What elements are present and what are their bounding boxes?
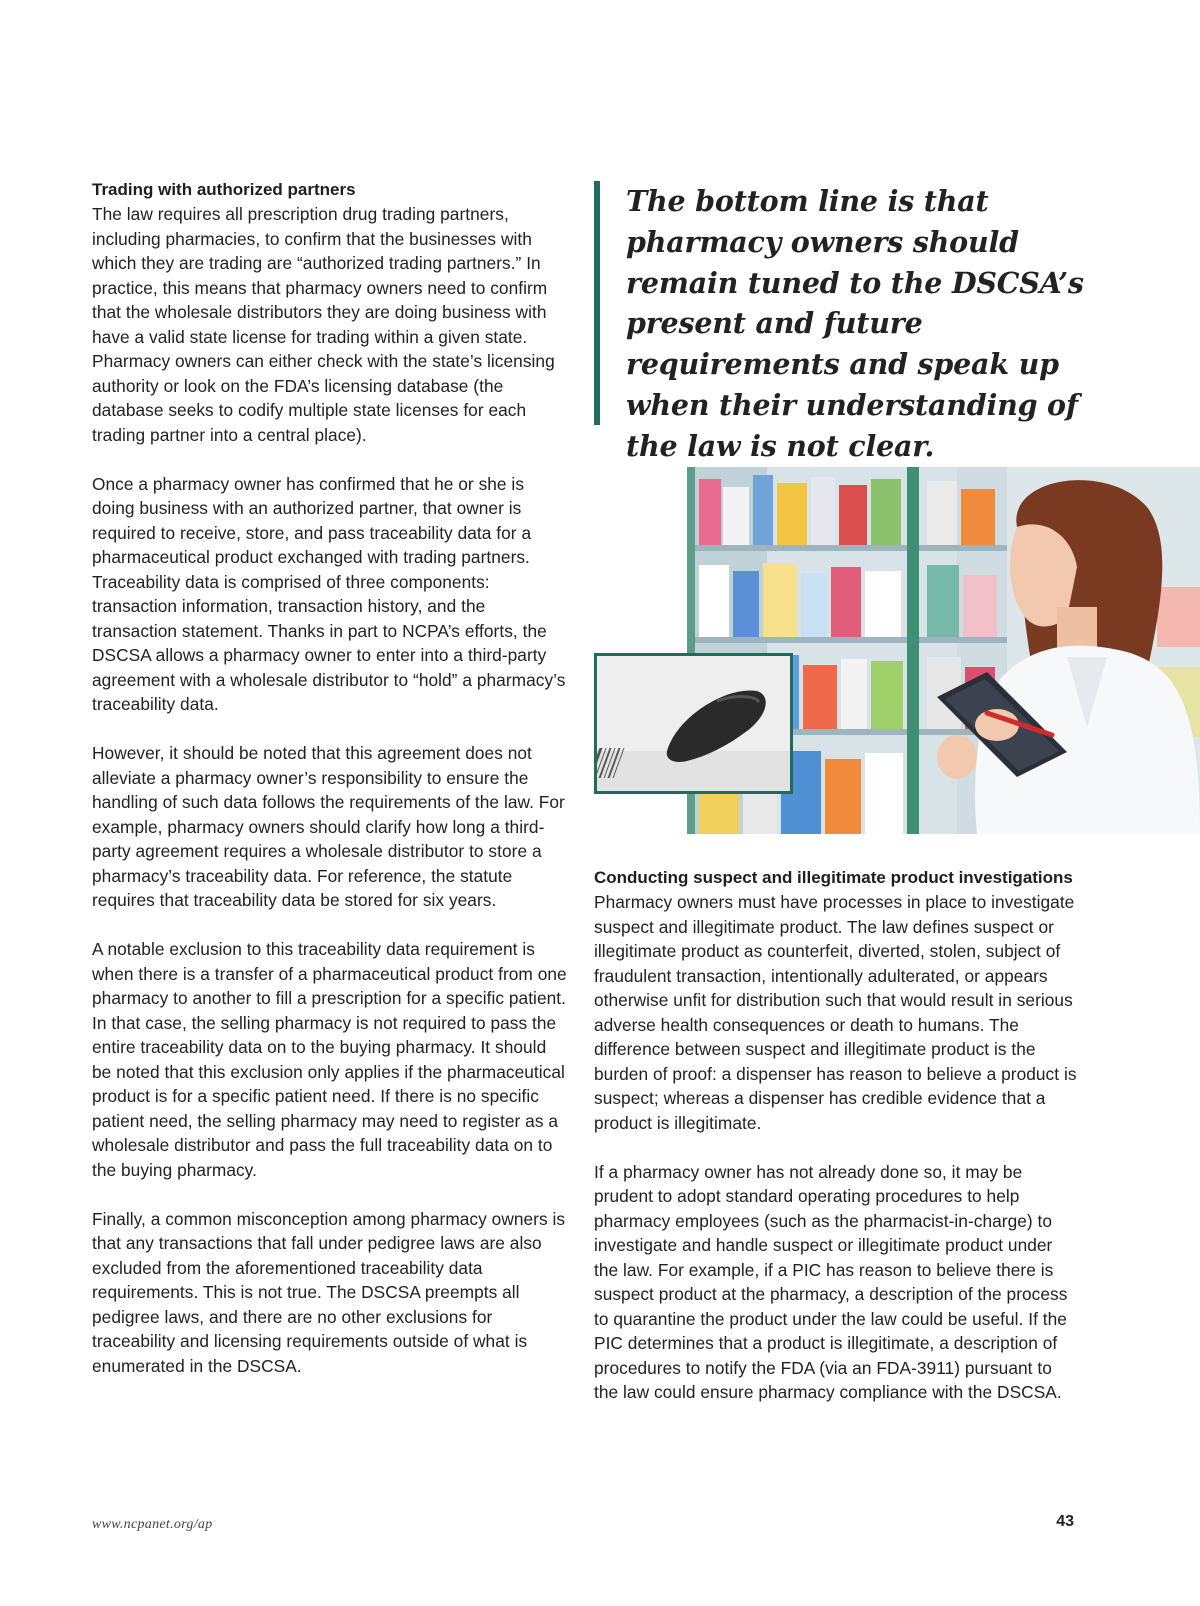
page-number: 43 [1056, 1513, 1074, 1530]
pull-quote [594, 181, 1084, 463]
paragraph: However, it should be noted that this agreement does not alleviate a pharmacy owner’s responsibility to ensure the handling of such data follows the requirements of the law. For example, pharmacy owners should clarify how long a third-party agreement requires a wholesale distributor to store a pharmacy’s traceability data. For reference, the statute requires that traceability data be stored for six years. [92, 743, 565, 910]
right-column [594, 866, 1078, 1405]
paragraph: Once a pharmacy owner has confirmed that he or she is doing business with an authorized partner, that owner is required to receive, store, and pass traceability data for a pharmaceutical product exchanged with trading partners. Traceability data is comprised of three components: transaction information, transaction history, and the transaction statement. Thanks in part to NCPA’s efforts, the DSCSA allows a pharmacy owner to enter into a third-party agreement with a wholesale distributor to “hold” a pharmacy’s traceability data. [92, 473, 566, 714]
paragraph: A notable exclusion to this traceability data requirement is when there is a transfer of a pharmaceutical product from one pharmacy to another to fill a prescription for a specific patient. In that case, the selling pharmacy is not required to pass the entire traceability data on to the buying pharmacy. It should be noted that this exclusion only applies if the pharmaceutical product is for a specific patient need. If there is no specific patient need, the selling pharmacy may need to register as a wholesale distributor and pass the full traceability data on to the buying pharmacy. [92, 939, 567, 1180]
section-heading-trading: Trading with authorized partners [92, 180, 356, 199]
left-column [92, 178, 570, 1378]
paragraph: Finally, a common misconception among pharmacy owners is that any transactions that fall under pedigree laws are also excluded from the aforementioned traceability data requirements. This is not true. The DSCSA preempts all pedigree laws, and there are no other exclusions for traceability and licensing requirements outside of what is enumerated in the DSCSA. [92, 1208, 566, 1376]
barcode-scanner-icon [597, 656, 790, 791]
section-heading-investigations: Conducting suspect and illegitimate product investigations [594, 868, 1073, 887]
footer-url: www.ncpanet.org/ap [92, 1517, 213, 1532]
pull-quote-text: The bottom line is that pharmacy owners should remain tuned to the DSCSA’s present and future requirements and speak up when their understanding of the law is not clear. [626, 184, 1084, 463]
paragraph: If a pharmacy owner has not already done so, it may be prudent to adopt standard operating procedures to help pharmacy employees (such as the pharmacist-in-charge) to investigate and handle suspect or illegitimate product under the law. For example, if a PIC has reason to believe there is suspect product at the pharmacy, a description of the process to quarantine the product under the law could be useful. If the PIC determines that a product is illegitimate, a description of procedures to notify the FDA (via an FDA-3911) pursuant to the law could ensure pharmacy compliance with the DSCSA. [594, 1161, 1068, 1402]
paragraph: The law requires all prescription drug trading partners, including pharmacies, to confirm that the businesses with which they are trading are “authorized trading partners.” In practice, this means that pharmacy owners need to confirm that the wholesale distributors they are doing business with have a valid state license for trading within a given state. Pharmacy owners can either check with the state’s licensing authority or look on the FDA’s licensing database (the database seeks to codify multiple state licenses for each trading partner into a central place). [92, 204, 555, 445]
barcode-scanner-photo [594, 653, 793, 794]
paragraph: Pharmacy owners must have processes in place to investigate suspect and illegitimate product. The law defines suspect or illegitimate product as counterfeit, diverted, stolen, subject of fraudulent transaction, intentionally adulterated, or appears otherwise unfit for distribution such that would result in serious adverse health consequences or death to humans. The difference between suspect and illegitimate product is the burden of proof: a dispenser has reason to believe a product is suspect; whereas a dispenser has credible evidence that a product is illegitimate. [594, 892, 1077, 1133]
